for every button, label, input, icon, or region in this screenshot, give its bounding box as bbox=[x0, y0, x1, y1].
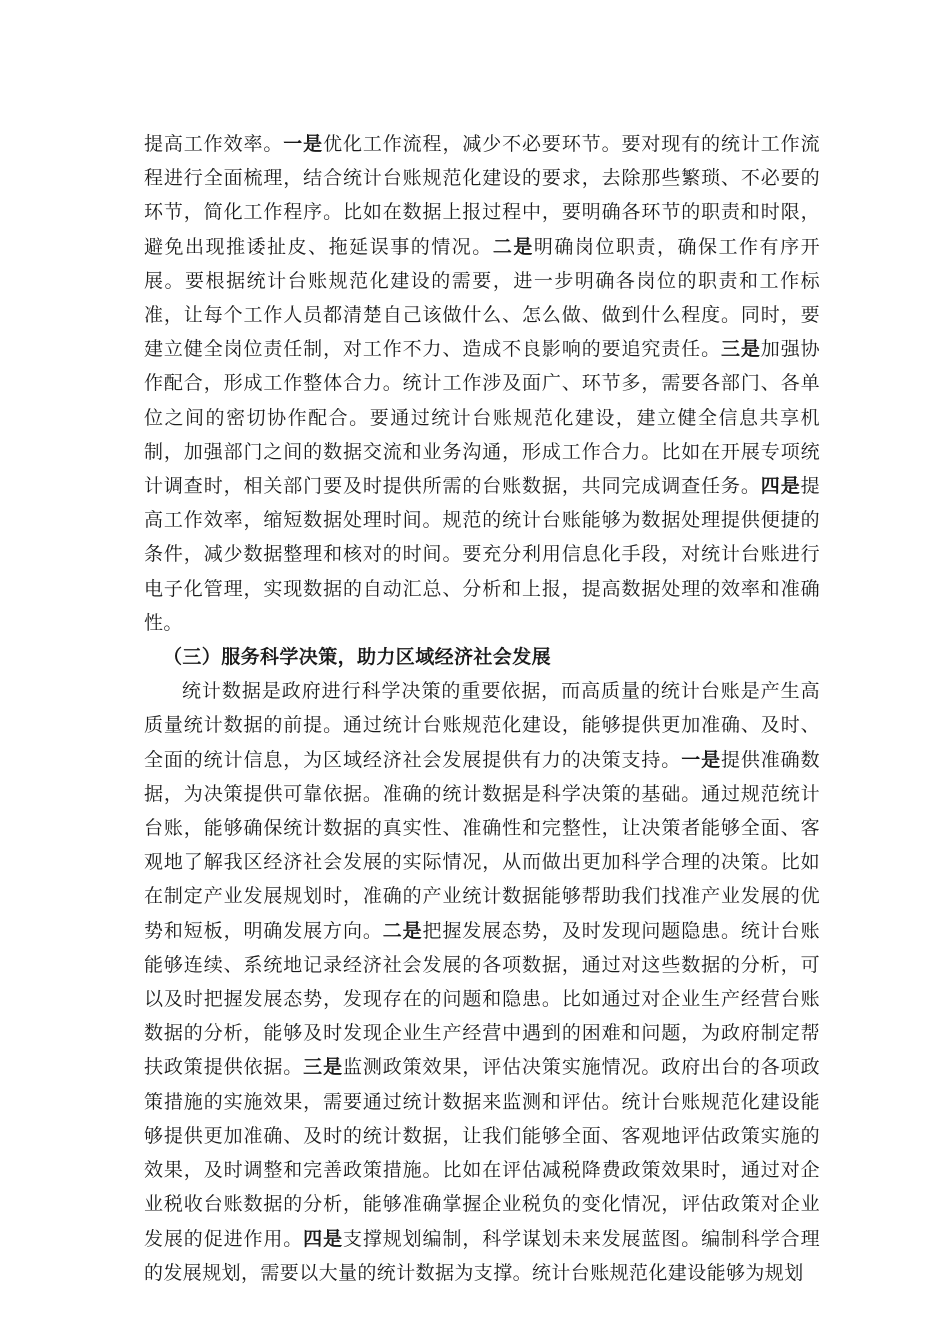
bold-run: 四是 bbox=[760, 475, 801, 498]
text-run: 提高工作效率。 bbox=[144, 133, 284, 155]
bold-run: 三是 bbox=[303, 1056, 343, 1079]
text-run: 把握发展态势，及时发现问题隐患。统计台账能够连续、系统地记录经济社会发展的各项数据，通过对这些数据的分析，可以及时把握发展态势，发现存在的问题和隐患。比如通过对企业生产经营台账数据的分析，能够及时发现企业生产经营中遇到的困难和问题，为政府制定帮扶政策提供依据。 bbox=[144, 919, 820, 1079]
text-run: 加强协作配合，形成工作整体合力。统计工作涉及面广、环节多，需要各部门、各单位之间的密切协作配合。要通过统计台账规范化建设，建立健全信息共享机制，加强部门之间的数据交流和业务沟通，形成工作合力。比如在开展专项统计调查时，相关部门要及时提供所需的台账数据，共同完成调查任务。 bbox=[144, 338, 820, 498]
text-run: 提高工作效率，缩短数据处理时间。规范的统计台账能够为数据处理提供便捷的条件，减少数据整理和核对的时间。要充分利用信息化手段，对统计台账进行电子化管理，实现数据的自动汇总、分析和上报，提高数据处理的效率和准确性。 bbox=[144, 475, 820, 634]
text-run: 提供准确数据，为决策提供可靠依据。准确的统计数据是科学决策的基础。通过规范统计台账，能够确保统计数据的真实性、准确性和完整性，让决策者能够全面、客观地了解我区经济社会发展的实际情况，从而做出更加科学合理的决策。比如在制定产业发展规划时，准确的产业统计数据能够帮助我们找准产业发展的优势和短板，明确发展方向。 bbox=[144, 748, 820, 942]
bold-run: 二是 bbox=[492, 235, 534, 258]
text-run: 统计数据是政府进行科学决策的重要依据，而高质量的统计台账是产生高质量统计数据的前提。通过统计台账规范化建设，能够提供更加准确、及时、全面的统计信息，为区域经济社会发展提供有力的决策支持。 bbox=[144, 680, 820, 771]
bold-run: 三是 bbox=[721, 338, 761, 361]
text-run: 支撑规划编制，科学谋划未来发展蓝图。编制科学合理的发展规划，需要以大量的统计数据为支撑。统计台账规范化建设能够为规划 bbox=[144, 1227, 820, 1284]
body-paragraph-1 bbox=[144, 127, 820, 640]
section-heading: （三）服务科学决策，助力区域经济社会发展 bbox=[163, 646, 552, 669]
bold-run: 二是 bbox=[382, 919, 423, 942]
text-run: 优化工作流程，减少不必要环节。要对现有的统计工作流程进行全面梳理，结合统计台账规范化建设的要求，去除那些繁琐、不必要的环节，简化工作程序。比如在数据上报过程中，要明确各环节的职责和时限，避免出现推诿扯皮、拖延误事的情况。 bbox=[144, 133, 820, 258]
bold-run: 四是 bbox=[303, 1227, 343, 1250]
bold-run: 一是 bbox=[283, 133, 324, 155]
document-body bbox=[144, 127, 820, 1290]
bold-run: 一是 bbox=[681, 748, 721, 771]
text-run: 明确岗位职责，确保工作有序开展。要根据统计台账规范化建设的需要，进一步明确各岗位的职责和工作标准，让每个工作人员都清楚自己该做什么、怎么做、做到什么程度。同时，要建立健全岗位责任制，对工作不力、造成不良影响的要追究责任。 bbox=[144, 235, 820, 361]
body-paragraph-2 bbox=[144, 674, 820, 1290]
text-run: 监测政策效果，评估决策实施情况。政府出台的各项政策措施的实施效果，需要通过统计数据来监测和评估。统计台账规范化建设能够提供更加准确、及时的统计数据，让我们能够全面、客观地评估政策实施的效果，及时调整和完善政策措施。比如在评估减税降费政策效果时，通过对企业税收台账数据的分析，能够准确掌握企业税负的变化情况，评估政策对企业发展的促进作用。 bbox=[144, 1056, 820, 1250]
